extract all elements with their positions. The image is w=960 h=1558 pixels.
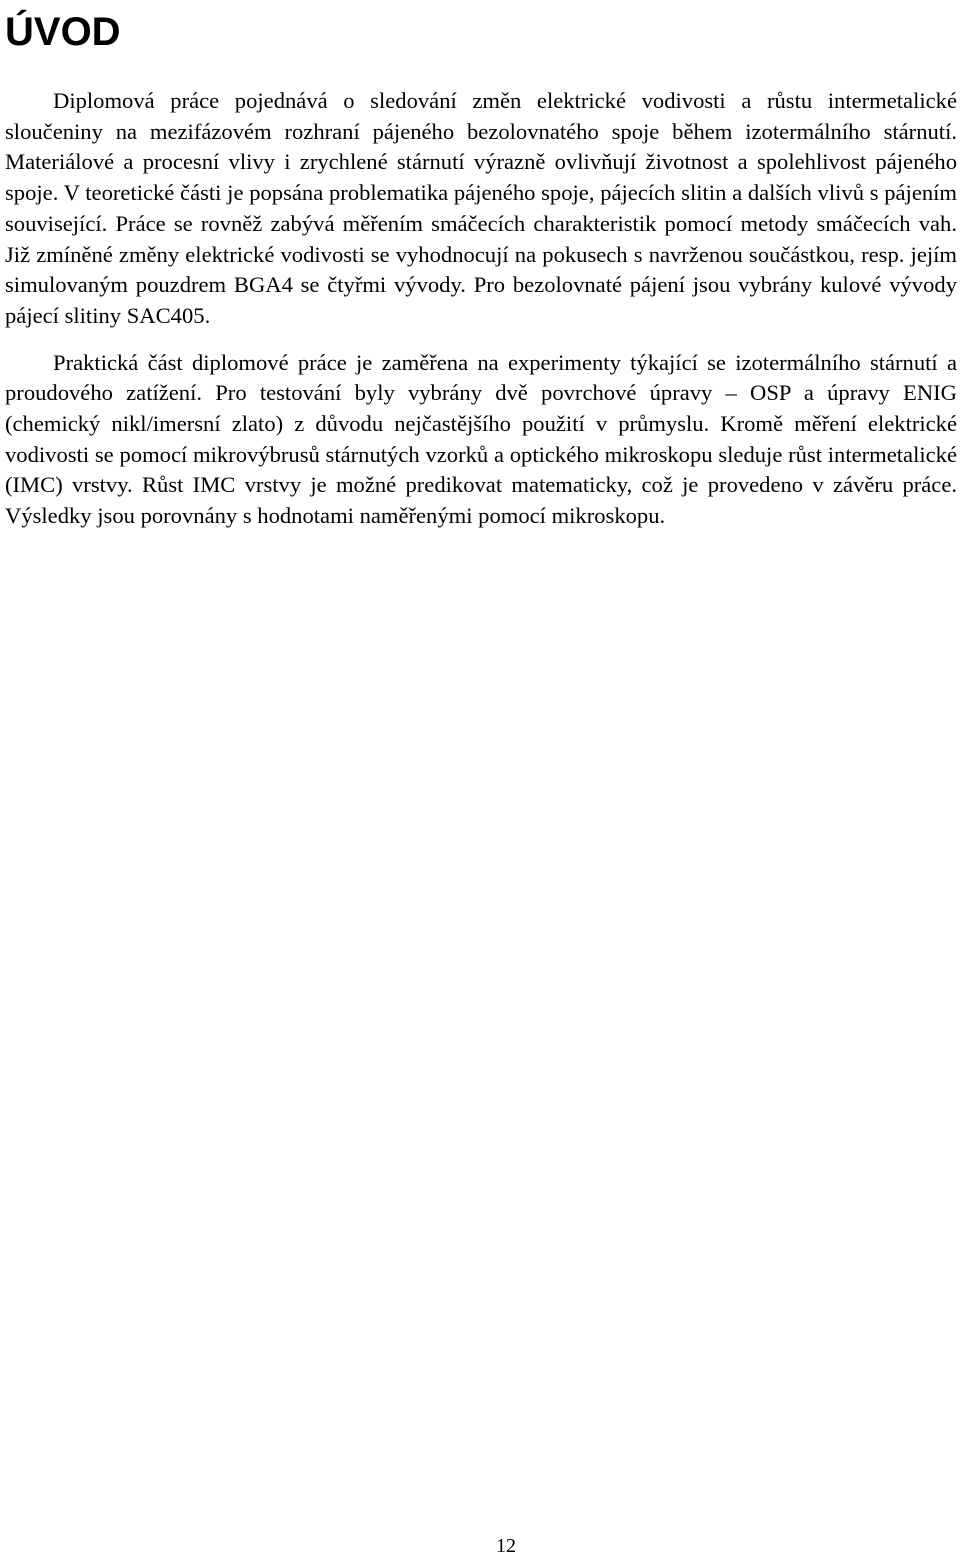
intro-paragraph-1: Diplomová práce pojednává o sledování změn elektrické vodivosti a růstu intermetalické sloučeniny na mezifázovém rozhraní pájeného bezolovnatého spoje během izotermálního stárnutí. Materiálové a procesní vlivy i zrychlené stárnutí výrazně ovlivňují životnost a spolehlivost pájeného spoje. V teoretické části je popsána problematika pájeného spoje, pájecích slitin a dalších vlivů s pájením související. Práce se rovněž zabývá měřením smáčecích charakteristik pomocí metody smáčecích vah. Již zmíněné změny elektrické vodivosti se vyhodnocují na pokusech s navrženou součástkou, resp. jejím simulovaným pouzdrem BGA4 se čtyřmi vývody. Pro bezolovnaté pájení jsou vybrány kulové vývody pájecí slitiny SAC405. <box>5 88 957 328</box>
section-heading: ÚVOD <box>5 10 121 54</box>
page-number: 12 <box>496 1535 516 1557</box>
intro-paragraph-2: Praktická část diplomové práce je zaměřena na experimenty týkající se izotermálního stárnutí a proudového zatížení. Pro testování byly vybrány dvě povrchové úpravy – OSP a úpravy ENIG (chemický nikl/imersní zlato) z důvodu nejčastějšího použití v průmyslu. Kromě měření elektrické vodivosti se pomocí mikrovýbrusů stárnutých vzorků a optického mikroskopu sleduje růst intermetalické (IMC) vrstvy. Růst IMC vrstvy je možné predikovat matematicky, což je provedeno v závěru práce. Výsledky jsou porovnány s hodnotami naměřenými pomocí mikroskopu. <box>5 349 957 529</box>
document-page <box>5 0 957 532</box>
